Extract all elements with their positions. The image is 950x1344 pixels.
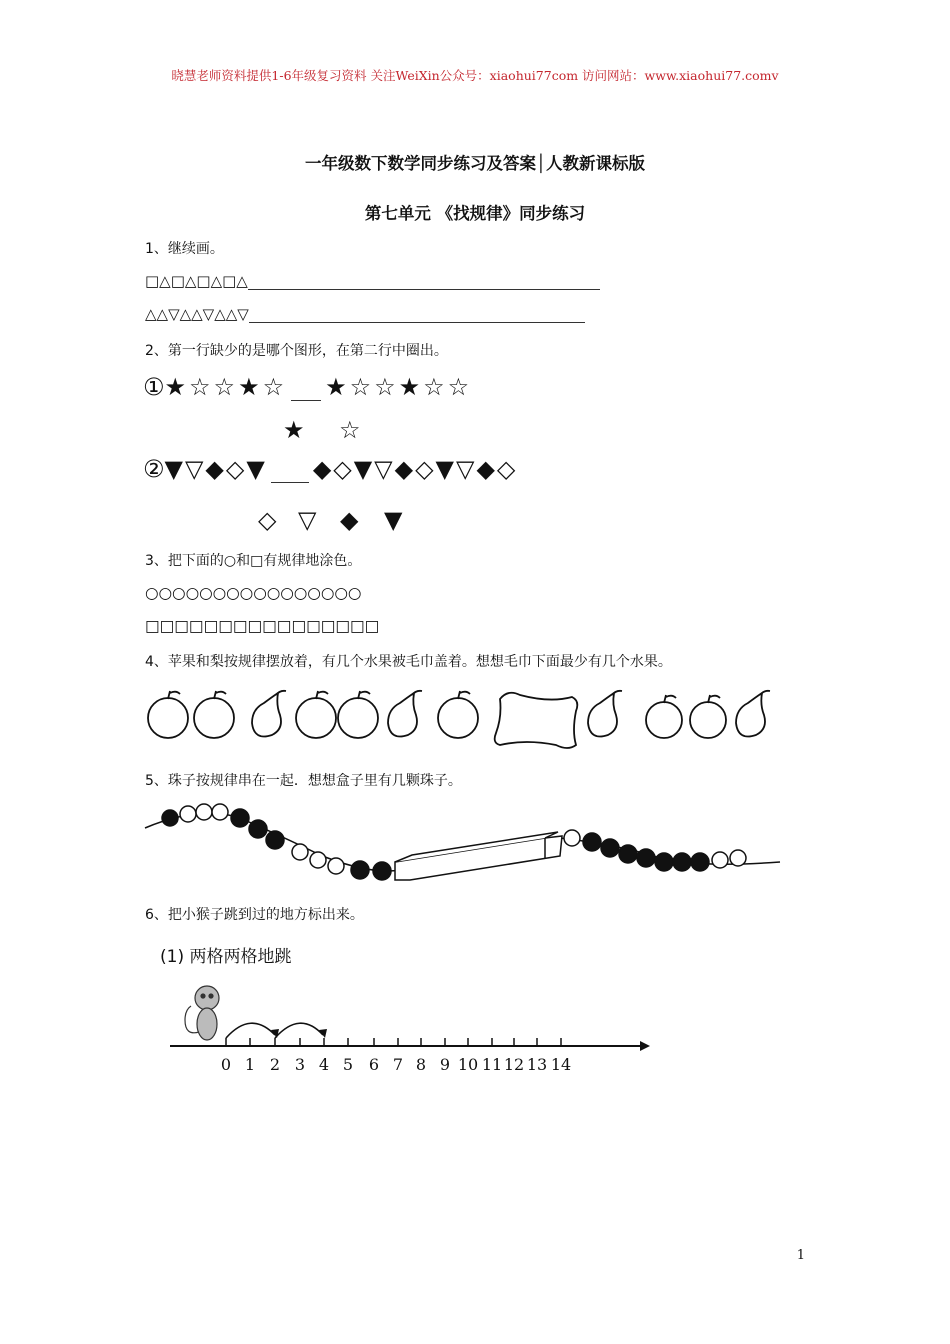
q2-p1-left: ★☆☆★☆ (164, 373, 288, 401)
monkey-icon (185, 986, 219, 1040)
q3-squares-row[interactable]: □□□□□□□□□□□□□□□□ (145, 617, 380, 635)
q1-row1-shapes: □△□△□△□△ (145, 272, 248, 290)
apple-icon (438, 691, 478, 738)
q2-p1-options (283, 416, 361, 444)
q5-label: 5、珠子按规律串在一起．想想盒子里有几颗珠子。 (145, 773, 462, 789)
apple-icon (148, 691, 188, 738)
q6-number-line (165, 980, 655, 1080)
jump-arrow-2-4 (275, 1023, 323, 1038)
number-label-13: 13 (526, 1055, 548, 1074)
number-label-6: 6 (368, 1055, 380, 1074)
number-label-4: 4 (318, 1055, 330, 1074)
number-label-12: 12 (503, 1055, 525, 1074)
q3-circles-row[interactable]: ○○○○○○○○○○○○○○○○ (145, 584, 362, 602)
q2-problem1-row (143, 373, 472, 401)
pear-icon (736, 691, 770, 737)
q2-p2-options (258, 506, 402, 534)
pear-icon (252, 691, 286, 737)
q6-sub-label: (1) 两格两格地跳 (160, 947, 292, 967)
number-label-5: 5 (342, 1055, 354, 1074)
q1-row2-shapes: △△▽△△▽△△▽ (145, 305, 249, 323)
page-subtitle: 第七单元 《找规律》同步练习 (364, 204, 586, 223)
number-label-14: 14 (550, 1055, 572, 1074)
q2-p1-right: ★☆☆★☆☆ (325, 373, 473, 401)
pear-icon (388, 691, 422, 737)
number-label-0: 0 (220, 1055, 232, 1074)
number-label-2: 2 (269, 1055, 281, 1074)
number-line-ticks (226, 1038, 561, 1046)
number-label-8: 8 (415, 1055, 427, 1074)
page-header: 晓慧老师资料提供1-6年级复习资料 关注WeiXin公众号：xiaohui77com 访问网站：www.xiaohui77.comv (171, 68, 779, 83)
q2-p1-blank[interactable] (291, 400, 321, 401)
q2-p2-option-4[interactable]: ▼ (384, 506, 403, 534)
apple-icon (338, 691, 378, 738)
number-label-10: 10 (457, 1055, 479, 1074)
number-label-9: 9 (439, 1055, 451, 1074)
page-title: 一年级数下数学同步练习及答案│人教新课标版 (305, 154, 645, 173)
apple-icon (646, 695, 682, 738)
q2-p2-option-1[interactable]: ◇ (258, 506, 277, 534)
q2-p2-right: ◆◇▼▽◆◇▼▽◆◇ (312, 455, 518, 483)
bead-string-left (162, 804, 391, 880)
bead-string-right (564, 830, 746, 871)
q2-p2-number: ② (143, 455, 165, 483)
number-label-11: 11 (481, 1055, 503, 1074)
q2-p2-option-2[interactable]: ▽ (298, 506, 317, 534)
q1-row2 (145, 305, 585, 323)
apple-icon (690, 695, 726, 738)
q2-p1-option-1[interactable]: ★ (283, 416, 305, 444)
box-icon (395, 832, 562, 880)
page-number: 1 (796, 1248, 805, 1263)
q4-fruit-illustration (140, 685, 800, 750)
towel-icon (495, 693, 578, 748)
q1-row1-blank[interactable] (248, 289, 600, 290)
q2-label: 2、第一行缺少的是哪个图形，在第二行中圈出。 (145, 343, 448, 359)
q1-row2-blank[interactable] (249, 322, 585, 323)
number-label-3: 3 (294, 1055, 306, 1074)
apple-icon (296, 691, 336, 738)
jump-arrow-0-2 (226, 1023, 275, 1038)
q4-label: 4、苹果和梨按规律摆放着，有几个水果被毛巾盖着。想想毛巾下面最少有几个水果。 (145, 654, 672, 670)
q2-p2-option-3[interactable]: ◆ (340, 506, 359, 534)
q2-p2-left: ▼▽◆◇▼ (164, 455, 267, 483)
q1-row1 (145, 272, 600, 290)
q2-p2-blank[interactable] (271, 482, 309, 483)
q2-p1-option-2[interactable]: ☆ (339, 416, 361, 444)
pear-icon (588, 691, 622, 737)
q2-problem2-row (143, 455, 517, 483)
number-label-1: 1 (244, 1055, 256, 1074)
q6-label: 6、把小猴子跳到过的地方标出来。 (145, 907, 364, 923)
q5-beads-illustration (140, 800, 790, 890)
q3-label: 3、把下面的○和□有规律地涂色。 (145, 553, 362, 569)
number-label-7: 7 (392, 1055, 404, 1074)
q1-label: 1、继续画。 (145, 241, 224, 257)
apple-icon (194, 691, 234, 738)
q2-p1-number: ① (143, 373, 165, 401)
